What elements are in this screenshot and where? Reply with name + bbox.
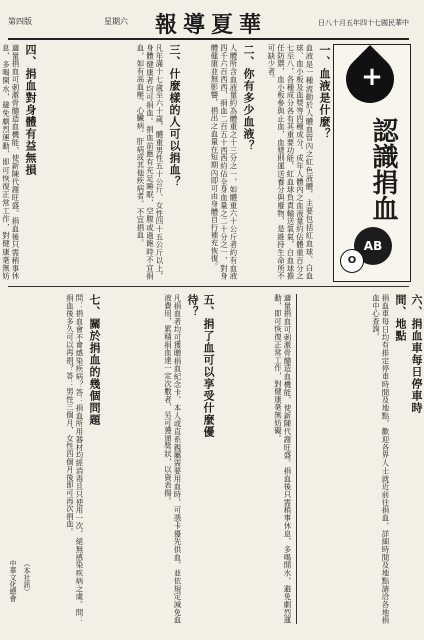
section-2-body: 人體所含血液量約為體重之十三分之一，如體重六十公斤者約有血液四千六百西西，捐血二百五十西西約佔全身血量之二十分之一，對身體健康並無影響，捐出之血量在短期內即可由身體自行補充恢復。 xyxy=(210,44,238,280)
section-4-body: 適量捐血可刺激骨髓造血機能，使新陳代謝旺盛。捐血後只需稍事休息，多喝開水，避免劇烈運動，即可恢復正常工作，對健康毫無妨 xyxy=(1,44,20,280)
band-divider xyxy=(8,286,409,287)
section-4-continued: 適量捐血可刺激骨髓造血機能，使新陳代謝旺盛。捐血後只需稍事休息，多喝開水，避免劇烈運動，即可恢復正常工作，對健康毫無妨礙。 xyxy=(273,294,292,624)
weekday: 星期六 xyxy=(104,17,128,26)
newspaper-name: 華夏導報 xyxy=(154,12,267,38)
plus-icon: + xyxy=(361,62,383,92)
footer-credit: 中華文化總會 xyxy=(9,560,17,602)
section-6-body: 捐血車每日均有排定停車時間及地點，歡迎各界人士就近前往捐血，詳細時間及地點請洽各地捐血中心查詢。 xyxy=(371,294,390,624)
issue-date: 中華民國七十四年五月十八日 xyxy=(318,19,409,27)
feature-title: 認識捐血 xyxy=(368,117,398,221)
section-2-title: 二、你有多少血液？ xyxy=(242,44,255,152)
section-5-title: 五、捐了血可以享受什麼優待？ xyxy=(186,294,215,438)
section-3-title: 三、什麼樣的人可以捐血？ xyxy=(168,44,181,188)
section-6-title: 六、捐血車每日停車時間、地點 xyxy=(394,294,423,414)
feature-header xyxy=(333,44,411,282)
section-7-title: 七、關於捐血的幾個問題 xyxy=(88,294,101,426)
section-1-body: 血液是一種流動於人體血管內之紅色液體，主要包括紅血球、白血球、血小板及血漿等四種成分。成年人體內之血液量約佔體重百分之七至八，各種成分各有其重要功能，紅血球負責輸送氧氣，白血球擔任防禦，血小板參與止血，血漿則運送養分與廢物，是維持生命所不可缺少者。 xyxy=(267,44,314,280)
page-number: 第四版 xyxy=(8,17,32,26)
section-3-body: 凡年滿十七歲至六十歲，體重男性五十公斤、女性四十五公斤以上，身體健康者均可捐血。捐血前應有充足睡眠，空腹或過飽時不宜捐血，如有高血壓、心臟病、肝病或其他疾病者，不宜捐血。 xyxy=(136,44,164,280)
section-1-title: 一、血液是什麼？ xyxy=(318,44,331,140)
column-divider-1 xyxy=(296,294,297,624)
blood-type-ab-badge: AB xyxy=(354,227,392,265)
section-7-body: 問：捐血會不會感染疾病？答：捐血所用器材均經消毒且只使用一次，絕無感染疾病之虞。問：捐血後多久可以再捐？答：男性三個月，女性四個月後即可再次捐血。 xyxy=(65,294,84,624)
masthead xyxy=(8,8,409,40)
section-4-title: 四、捐血對身體有益無損 xyxy=(24,44,37,176)
section-5-body: 凡捐血者均可獲贈捐血紀念卡，本人或直系親屬需要用血時，可憑卡優先供血，並依規定減免血液費用，累積捐血達一定次數者，另可獲頒獎狀，以資表揚。 xyxy=(163,294,182,624)
blood-type-o-badge: O xyxy=(340,249,364,273)
article-note: （本社訊） xyxy=(23,560,31,595)
